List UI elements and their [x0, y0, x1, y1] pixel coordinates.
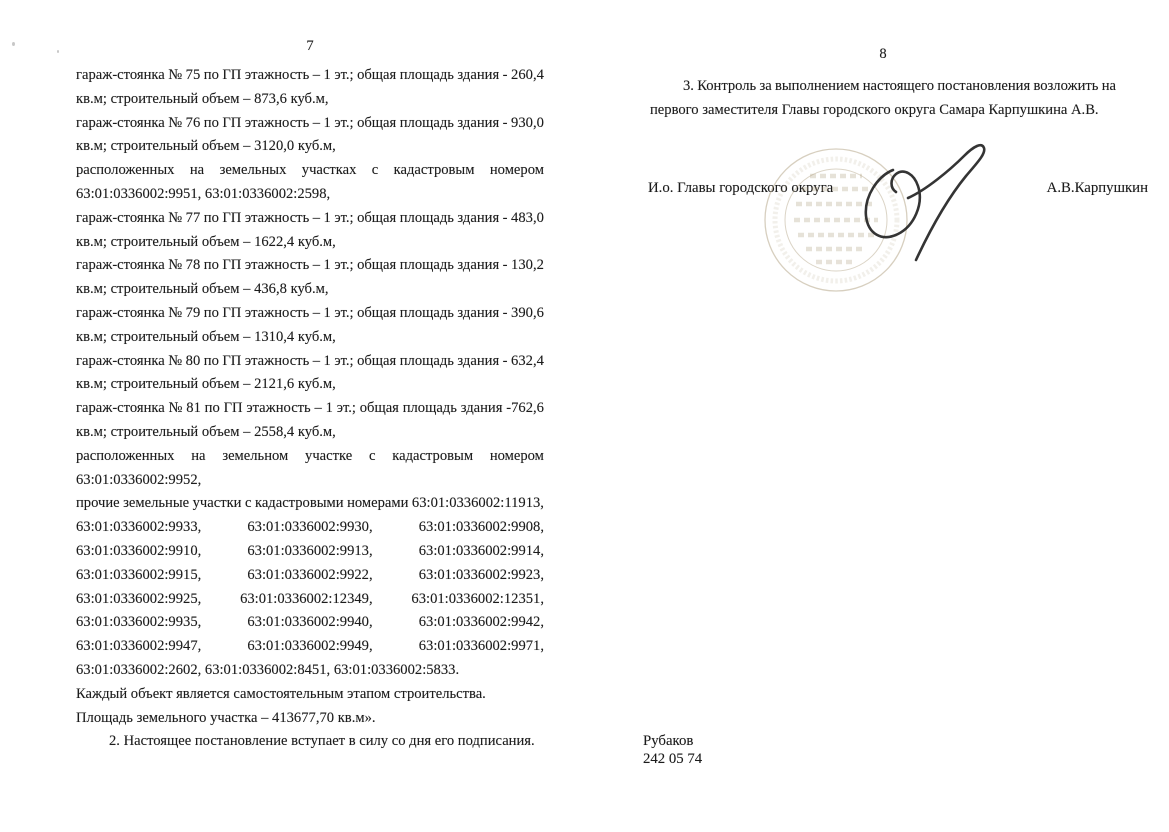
document-line: кв.м; строительный объем – 2558,4 куб.м, — [76, 423, 336, 440]
contact-name: Рубаков — [643, 733, 694, 749]
cadastral-row — [76, 588, 544, 612]
cadastral-number: 63:01:0336002:9935, — [76, 614, 202, 631]
cadastral-number: 63:01:0336002:9913, — [247, 542, 373, 559]
cadastral-number: 63:01:0336002:9930, — [247, 519, 373, 536]
signatory-name: А.В.Карпушкин — [1046, 180, 1148, 196]
cadastral-number: 63:01:0336002:9971, — [418, 638, 544, 655]
document-line: гараж-стоянка № 80 по ГП этажность – 1 эт.; общая площадь здания - 632,4 — [76, 352, 544, 369]
cadastral-number: 63:01:0336002:9923, — [418, 566, 544, 583]
document-line: гараж-стоянка № 75 по ГП этажность – 1 эт.; общая площадь здания - 260,4 — [76, 67, 544, 83]
document-line: кв.м; строительный объем – 2121,6 куб.м, — [76, 376, 336, 393]
document-line: кв.м; строительный объем – 1622,4 куб.м, — [76, 233, 336, 250]
document-line: гараж-стоянка № 78 по ГП этажность – 1 эт.; общая площадь здания - 130,2 — [76, 257, 544, 274]
page-number-7: 7 — [306, 38, 314, 54]
page-number-8: 8 — [879, 46, 887, 62]
document-line: кв.м; строительный объем – 3120,0 куб.м, — [76, 138, 336, 155]
document-line: 2. Настоящее постановление вступает в силу со дня его подписания. — [109, 733, 535, 750]
handwritten-signature — [866, 145, 984, 260]
page-8-body — [650, 74, 1116, 122]
scan-artifact — [57, 50, 59, 53]
cadastral-number: 63:01:0336002:9947, — [76, 638, 202, 655]
cadastral-number: 63:01:0336002:9914, — [418, 542, 544, 559]
cadastral-row — [76, 611, 544, 635]
cadastral-row — [76, 540, 544, 564]
cadastral-row — [76, 564, 544, 588]
document-line: 63:01:0336002:9952, — [76, 471, 202, 488]
cadastral-number: 63:01:0336002:12349, — [240, 590, 373, 607]
cadastral-number: 63:01:0336002:9949, — [247, 638, 373, 655]
document-line: первого заместителя Главы городского округа Самара Карпушкина А.В. — [650, 102, 1099, 118]
document-line: прочие земельные участки с кадастровыми номерами 63:01:0336002:11913, — [76, 495, 544, 512]
document-line: 3. Контроль за выполнением настоящего постановления возложить на — [683, 78, 1116, 94]
cadastral-number: 63:01:0336002:9933, — [76, 519, 202, 536]
document-line: гараж-стоянка № 76 по ГП этажность – 1 эт.; общая площадь здания - 930,0 — [76, 114, 544, 131]
official-stamp-and-signature — [755, 138, 1010, 328]
cadastral-number: 63:01:0336002:9925, — [76, 590, 202, 607]
scan-artifact — [12, 42, 15, 46]
document-line: 63:01:0336002:2602, 63:01:0336002:8451, 63:01:0336002:5833. — [76, 661, 460, 678]
document-line: Каждый объект является самостоятельным этапом строительства. — [76, 685, 486, 702]
page-7-body — [76, 64, 544, 754]
document-line: гараж-стоянка № 77 по ГП этажность – 1 эт.; общая площадь здания - 483,0 — [76, 209, 544, 226]
document-line: Площадь земельного участка – 413677,70 кв.м». — [76, 709, 376, 726]
document-line: расположенных на земельных участках с кадастровым номером — [76, 162, 544, 179]
document-line: расположенных на земельном участке с кадастровым номером — [76, 447, 544, 464]
contact-phone: 242 05 74 — [643, 750, 703, 767]
cadastral-number: 63:01:0336002:9915, — [76, 566, 202, 583]
contact-block — [643, 733, 702, 768]
cadastral-number: 63:01:0336002:9910, — [76, 542, 202, 559]
cadastral-number: 63:01:0336002:9922, — [247, 566, 373, 583]
document-line: гараж-стоянка № 79 по ГП этажность – 1 эт.; общая площадь здания - 390,6 — [76, 304, 544, 321]
cadastral-row — [76, 516, 544, 540]
cadastral-number: 63:01:0336002:9940, — [247, 614, 373, 631]
cadastral-number: 63:01:0336002:9942, — [418, 614, 544, 631]
document-line: гараж-стоянка № 81 по ГП этажность – 1 эт.; общая площадь здания -762,6 — [76, 400, 544, 417]
signing-position: И.о. Главы городского округа — [648, 180, 834, 196]
document-line: кв.м; строительный объем – 873,6 куб.м, — [76, 90, 329, 107]
document-line: кв.м; строительный объем – 436,8 куб.м, — [76, 281, 329, 298]
cadastral-row — [76, 635, 544, 659]
document-line: кв.м; строительный объем – 1310,4 куб.м, — [76, 328, 336, 345]
cadastral-number: 63:01:0336002:9908, — [418, 519, 544, 536]
document-line: 63:01:0336002:9951, 63:01:0336002:2598, — [76, 185, 331, 202]
signing-row — [648, 176, 1148, 200]
official-stamp — [765, 149, 907, 291]
cadastral-number: 63:01:0336002:12351, — [411, 590, 544, 607]
